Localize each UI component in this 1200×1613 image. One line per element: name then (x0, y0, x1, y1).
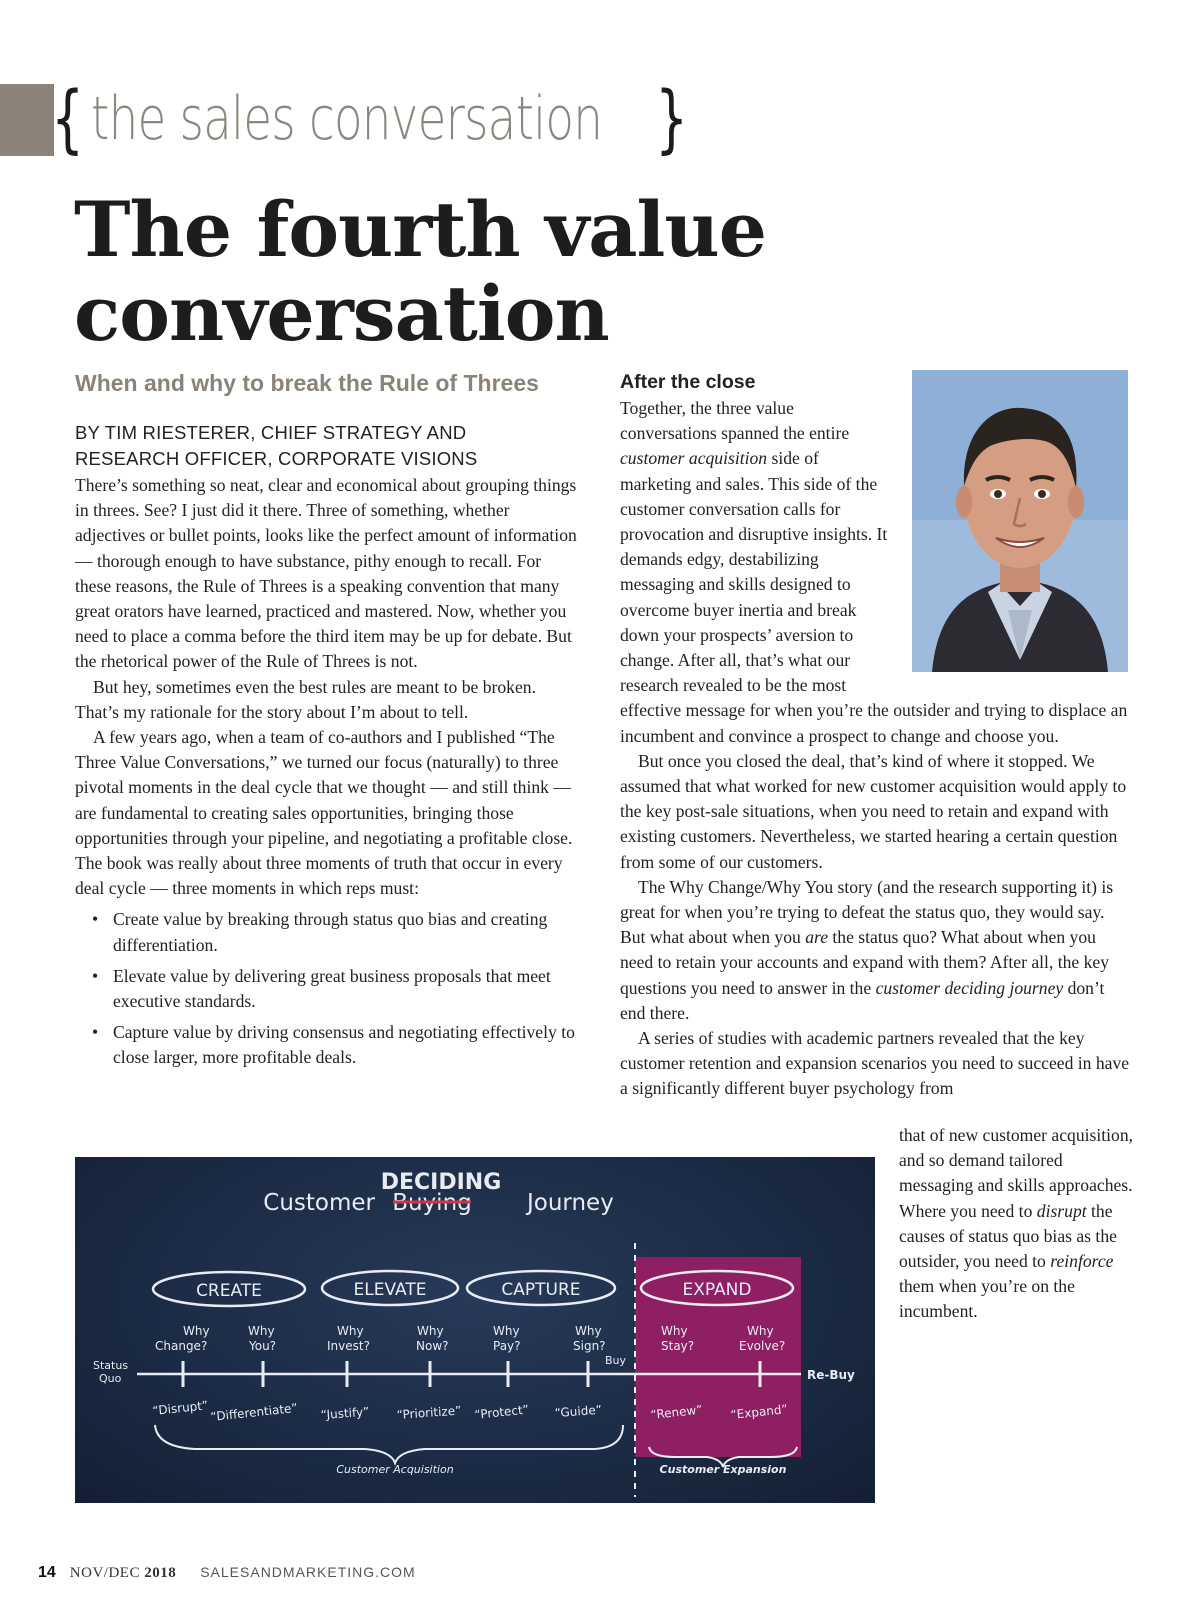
stage-label: ELEVATE (353, 1280, 427, 1300)
figure-title-struck: Buying (392, 1190, 472, 1216)
page-number: 14 (38, 1564, 56, 1581)
text-run: Together, the three value conversations spanned the entire (620, 398, 850, 444)
stage-elevate (322, 1271, 458, 1305)
figure-title-suffix: Journey (527, 1190, 614, 1216)
stage-label: CREATE (196, 1281, 262, 1301)
body-paragraph: But hey, sometimes even the best rules are meant to be broken. That’s my rationale for the story about I’m about to tell. (75, 676, 536, 722)
text-italic: customer acquisition (620, 448, 768, 469)
right-column-continuation (899, 1123, 1134, 1325)
article-byline: BY TIM RIESTERER, CHIEF STRATEGY AND RESEARCH OFFICER, CORPORATE VISIONS (75, 422, 478, 469)
text-italic: disrupt (1036, 1200, 1087, 1221)
action-expand: “Expand” (729, 1402, 789, 1422)
body-paragraph: There’s something so neat, clear and economical about grouping things in threes. See? I just did it there. Three of something, whether adjectives or bullet points, looks like the perfect amount of information — thorough enough to have substance, pithy enough to recall. For these reasons, the Rule of Threes is a speaking convention that many great orators have learned, practiced and mastered. Now, whether you need to place a comma before the third item may be up for debate. But the rhetorical power of the Rule of Threes is not. (75, 475, 577, 672)
body-paragraph: But once you closed the deal, that’s kind of where it stopped. We assumed that what worked for new customer acquisition would apply to the key post-sale situations, when you need to retain and expand with existing customers. Nevertheless, we started hearing a certain question from some of our customers. (620, 750, 1127, 872)
action-prioritize: “Prioritize” (396, 1403, 462, 1422)
bullet-text: Elevate value by delivering great business proposals that meet executive standards. (113, 965, 551, 1012)
action-guide: “Guide” (554, 1402, 603, 1420)
stage-create (153, 1272, 305, 1306)
bullet-text: Create value by breaking through status quo bias and creating differentiation. (113, 909, 548, 955)
customer-expansion-label: Customer Expansion (659, 1463, 787, 1476)
text-italic: reinforce (1050, 1251, 1114, 1272)
text-run: The Why Change/Why You story (and the research supporting it) is great for when you’re trying to defeat the status quo, they would say. But what about when you (620, 876, 1114, 948)
rebuy-label: Re-Buy (807, 1368, 855, 1382)
action-protect: “Protect” (473, 1402, 530, 1422)
question-why-evolve: Why Evolve? (739, 1324, 786, 1353)
article-headline: The fourth value conversation (74, 185, 767, 358)
action-renew: “Renew” (649, 1402, 704, 1422)
figure-title-prefix: Customer (263, 1190, 375, 1216)
section-heading-after-close: After the close (620, 371, 756, 393)
text-run: side of marketing and sales. This side of the customer conversation calls for provocation and disruptive insights. It demands edgy, destabilizing messaging and skills designed to overcome buyer inertia and break down your prospects’ aversion to change. After all, that’s what our research revealed to be the most effective message for when you’re the outsider and trying to displace an incumbent and convince a prospect to change and choose you. (620, 448, 1128, 746)
issue-date (70, 1565, 176, 1582)
text-italic: are (805, 927, 829, 948)
question-why-now: Why Now? (416, 1324, 449, 1353)
body-paragraph (620, 396, 1130, 749)
bullet-text: Capture value by driving consensus and negotiating effectively to close larger, more profitable deals. (113, 1022, 575, 1068)
article-subhead: When and why to break the Rule of Threes (75, 370, 539, 396)
customer-acquisition-label: Customer Acquisition (336, 1463, 454, 1476)
bullet-dot-icon: • (92, 909, 99, 930)
acquisition-brace (155, 1425, 623, 1463)
stage-capture (467, 1271, 615, 1305)
stage-label: EXPAND (682, 1280, 752, 1300)
action-differentiate: “Differentiate” (209, 1400, 299, 1424)
text-run: them when you’re on the incumbent. (899, 1276, 1075, 1322)
photo-float-spacer (890, 396, 1130, 674)
text-run: the status quo? What about when you need to retain your accounts and expand with them? After all, the key questions you need to answer in the (620, 927, 1110, 998)
bullet-item (75, 964, 580, 1014)
body-paragraph (899, 1123, 1134, 1325)
body-paragraph: A few years ago, when a team of co-authors and I published “The Three Value Conversations,” we turned our focus (naturally) to three pivotal moments in the deal cycle that we thought — and still think — are fundamental to creating sales opportunities, bringing those opportunities through your pipeline, and negotiating a profitable close. The book was really about three moments of truth that occur in every deal cycle — three moments in which reps must: (75, 727, 573, 899)
issue-year: 2018 (144, 1565, 177, 1581)
section-close-brace: } (655, 76, 689, 162)
text-italic: customer deciding journey (875, 977, 1064, 998)
section-label: the sales conversation (91, 84, 603, 154)
bullet-list (75, 907, 580, 1070)
journey-diagram (75, 1157, 875, 1503)
text-run: the causes of status quo bias as the outsider, you need to (899, 1200, 1117, 1272)
bullet-dot-icon: • (92, 1022, 99, 1043)
right-column (620, 370, 1130, 1102)
question-why-sign: Why Sign? (573, 1324, 606, 1353)
question-why-you: Why You? (248, 1324, 277, 1353)
question-why-change: Why Change? (155, 1324, 210, 1353)
figure-title-insert: DECIDING (380, 1170, 502, 1195)
text-run: don’t end there. (620, 977, 1105, 1023)
question-why-stay: Why Stay? (661, 1324, 695, 1353)
bullet-item (75, 907, 580, 957)
bullet-dot-icon: • (92, 965, 99, 986)
question-why-invest: Why Invest? (327, 1324, 370, 1353)
buy-label: Buy (605, 1354, 627, 1367)
body-paragraph (620, 875, 1130, 1026)
question-why-pay: Why Pay? (493, 1324, 521, 1353)
publication-name: SALESANDMARKETING.COM (200, 1564, 416, 1580)
status-quo-label: Status Quo (93, 1359, 129, 1385)
bullet-item (75, 1020, 580, 1070)
body-paragraph: A series of studies with academic partners revealed that the key customer retention and expansion scenarios you need to succeed in have a significantly different buyer psychology from (620, 1028, 1130, 1099)
stage-label: CAPTURE (501, 1280, 581, 1300)
page-footer (38, 1564, 416, 1582)
section-header (44, 76, 695, 162)
section-open-brace: { (51, 76, 85, 162)
customer-deciding-journey-figure (75, 1157, 875, 1503)
action-justify: “Justify” (320, 1404, 370, 1422)
left-column (75, 473, 580, 1077)
action-disrupt: “Disrupt” (151, 1398, 209, 1418)
issue-month: NOV/DEC (69, 1565, 140, 1581)
text-run: that of new customer acquisition, and so demand tailored messaging and skills approaches. Where you need to (899, 1125, 1134, 1221)
